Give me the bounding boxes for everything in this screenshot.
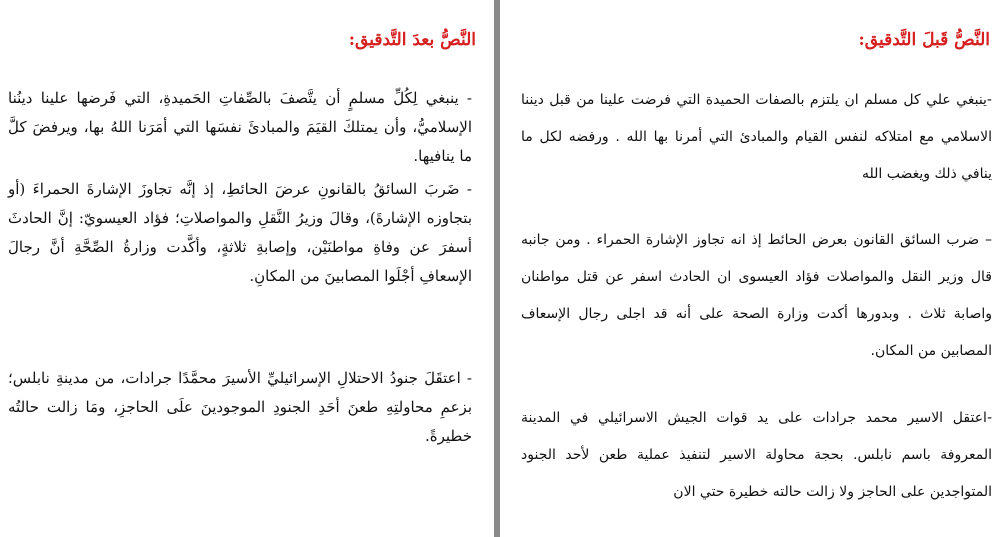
after-review-title: النَّصُّ بعدَ التَّدقيق: — [348, 30, 476, 50]
after-review-panel — [0, 0, 494, 537]
panel-divider — [494, 0, 500, 537]
after-paragraph-3: - اعتقَلَ جنودُ الاحتلالِ الإسرائيليِّ الأسيرَ محمَّدًا جرادات، من مدينةِ نابلس؛ بزعمِ محاولتِهِ طعنَ أحَدِ الجنودِ الموجودينَ علَى الحاجزِ، ومَا زالت حالتُه خطيرةً. — [8, 369, 472, 445]
after-paragraph-1: - ينبغي لِكُلِّ مسلمٍ أن يتَّصفَ بالصِّفاتِ الحَميدةِ، التي فَرضها علينا دينُنا الإسلاميُّ، وأن يمتلكَ القيَمَ والمبادئَ نفسَها التي أمَرَنا اللهُ بها، ويرفضَ كلَّ ما ينافيها. — [8, 89, 472, 165]
before-paragraph-2: – ضرب السائق القانون بعرض الحائط إذ انه تجاوز الإشارة الحمراء . ومن جانبه قال وزير النقل والمواصلات فؤاد العيسوى ان الحادث اسفر عن قتل مواطنان واصابة ثلاث . وبدورها أكدت وزارة الصحة على أنه قد اجلى رجال الإسعاف المصابين من المكان. — [521, 232, 992, 359]
before-paragraph-3: -اعتقل الاسير محمد جرادات على يد قوات الجيش الاسرائيلي في المدينة المعروفة باسم نابلس. بحجة محاولة الاسير لتنفيذ عملية طعن لأحد الجنود المتواجدين على الحاجز ولا زالت حالته خطيرة حتي الان — [521, 410, 992, 500]
after-paragraph-2: - ضَربَ السائقُ بالقانونِ عرضَ الحائطِ، إذ إنَّه تجاوزَ الإشارةَ الحمراءَ (أو بتجاوزه الإشارةَ)، وقالَ وزيرُ النَّقلِ والمواصلاتِ؛ فؤاد العيسويّ: إنَّ الحادثَ أسفرَ عن وفاةِ مواطنَيْن، وإصابةِ ثلاثةٍ، وأكَّدت وزارةُ الصِّحَّةِ أنَّ رجالَ الإسعافِ أجْلَوا المصابينَ من المكانِ. — [8, 180, 472, 285]
before-paragraph-1: -ينبغي علي كل مسلم ان يلتزم بالصفات الحميدة التي فرضت علينا من قبل ديننا الاسلامي مع امتلاكه لنفس القيام والمبادئ التي أمرنا بها الله . ورفضه لكل ما ينافي ذلك ويغضب الله — [521, 92, 992, 182]
before-review-panel — [503, 0, 1000, 537]
before-review-title: النَّصُّ قَبلَ التَّدقيق: — [858, 30, 990, 50]
